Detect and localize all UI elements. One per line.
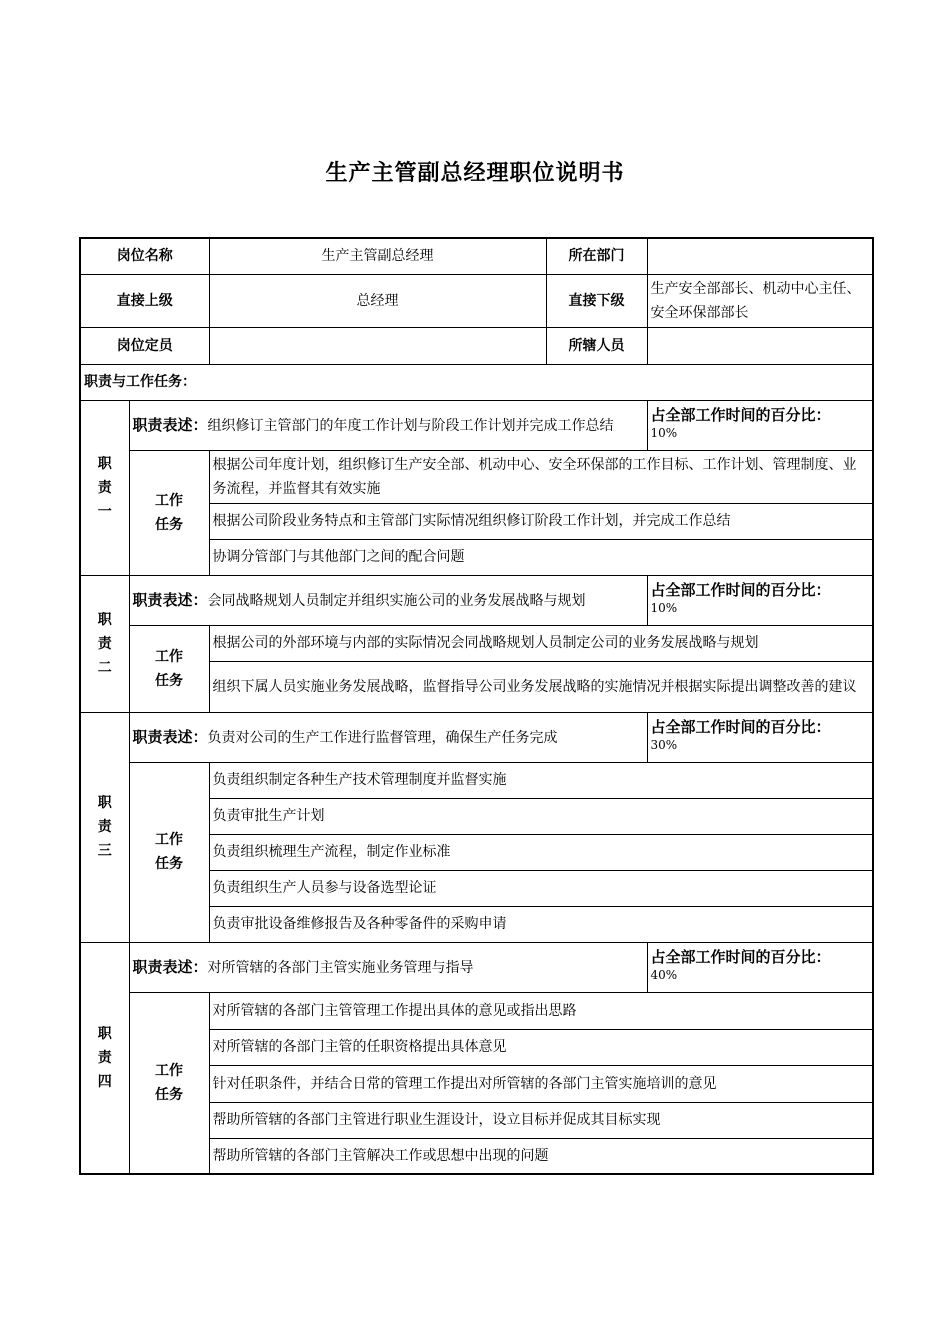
- task-item: 负责组织梳理生产流程，制定作业标准: [209, 834, 873, 870]
- duty-2-desc-row: [80, 575, 873, 625]
- duty-4-task-label: 工作 任务: [129, 992, 209, 1174]
- subordinate-value: 生产安全部部长、机动中心主任、安全环保部部长: [647, 274, 873, 327]
- task-item: 组织下属人员实施业务发展战略，监督指导公司业务发展战略的实施情况并根据实际提出调整改善的建议: [209, 661, 873, 712]
- department-label: 所在部门: [546, 238, 647, 274]
- duty-2-name: 职 责 二: [80, 575, 129, 712]
- duty-1-desc-row: [80, 400, 873, 450]
- duty-2-description: 职责表述：会同战略规划人员制定并组织实施公司的业务发展战略与规划: [129, 575, 647, 625]
- header-row-3: [80, 327, 873, 364]
- duty-4-name: 职 责 四: [80, 942, 129, 1174]
- superior-label: 直接上级: [80, 274, 209, 327]
- task-item: 负责审批生产计划: [209, 798, 873, 834]
- task-item: 负责审批设备维修报告及各种零备件的采购申请: [209, 906, 873, 942]
- task-item: 对所管辖的各部门主管的任职资格提出具体意见: [209, 1029, 873, 1065]
- superior-value: 总经理: [209, 274, 546, 327]
- duty-2-task-label: 工作 任务: [129, 625, 209, 712]
- task-item: 负责组织生产人员参与设备选型论证: [209, 870, 873, 906]
- task-item: 根据公司阶段业务特点和主管部门实际情况组织修订阶段工作计划，并完成工作总结: [209, 503, 873, 539]
- duty-3-desc-row: [80, 712, 873, 762]
- task-item: 协调分管部门与其他部门之间的配合问题: [209, 539, 873, 575]
- task-row: [80, 992, 873, 1029]
- duty-4-desc-row: [80, 942, 873, 992]
- task-item: 根据公司的外部环境与内部的实际情况会同战略规划人员制定公司的业务发展战略与规划: [209, 625, 873, 661]
- task-row: [80, 625, 873, 661]
- duty-3-name: 职 责 三: [80, 712, 129, 942]
- section-row: [80, 364, 873, 400]
- duty-1-description: 职责表述：组织修订主管部门的年度工作计划与阶段工作计划并完成工作总结: [129, 400, 647, 450]
- duty-3-task-label: 工作 任务: [129, 762, 209, 942]
- task-item: 根据公司年度计划，组织修订生产安全部、机动中心、安全环保部的工作目标、工作计划、管理制度、业务流程，并监督其有效实施: [209, 450, 873, 503]
- task-row: [80, 450, 873, 503]
- headcount-value: [209, 327, 546, 364]
- duty-2-percent: 占全部工作时间的百分比： 10%: [647, 575, 873, 625]
- position-name-label: 岗位名称: [80, 238, 209, 274]
- staff-value: [647, 327, 873, 364]
- task-item: 帮助所管辖的各部门主管进行职业生涯设计，设立目标并促成其目标实现: [209, 1102, 873, 1138]
- page-title: 生产主管副总经理职位说明书: [325, 161, 625, 186]
- duty-3-description: 职责表述：负责对公司的生产工作进行监督管理，确保生产任务完成: [129, 712, 647, 762]
- job-description-table: [79, 237, 874, 1175]
- task-item: 帮助所管辖的各部门主管解决工作或思想中出现的问题: [209, 1138, 873, 1174]
- duty-4-description: 职责表述：对所管辖的各部门主管实施业务管理与指导: [129, 942, 647, 992]
- header-row-1: [80, 238, 873, 274]
- position-name-value: 生产主管副总经理: [209, 238, 546, 274]
- duty-3-percent: 占全部工作时间的百分比： 30%: [647, 712, 873, 762]
- duty-1-percent: 占全部工作时间的百分比： 10%: [647, 400, 873, 450]
- subordinate-label: 直接下级: [546, 274, 647, 327]
- duty-1-name: 职 责 一: [80, 400, 129, 575]
- task-item: 针对任职条件，并结合日常的管理工作提出对所管辖的各部门主管实施培训的意见: [209, 1065, 873, 1102]
- duty-4-percent: 占全部工作时间的百分比： 40%: [647, 942, 873, 992]
- task-row: [80, 762, 873, 798]
- staff-label: 所辖人员: [546, 327, 647, 364]
- task-item: 负责组织制定各种生产技术管理制度并监督实施: [209, 762, 873, 798]
- task-item: 对所管辖的各部门主管管理工作提出具体的意见或指出思路: [209, 992, 873, 1029]
- duty-1-task-label: 工作 任务: [129, 450, 209, 575]
- header-row-2: [80, 274, 873, 327]
- section-title: 职责与工作任务：: [80, 364, 873, 400]
- department-value: [647, 238, 873, 274]
- headcount-label: 岗位定员: [80, 327, 209, 364]
